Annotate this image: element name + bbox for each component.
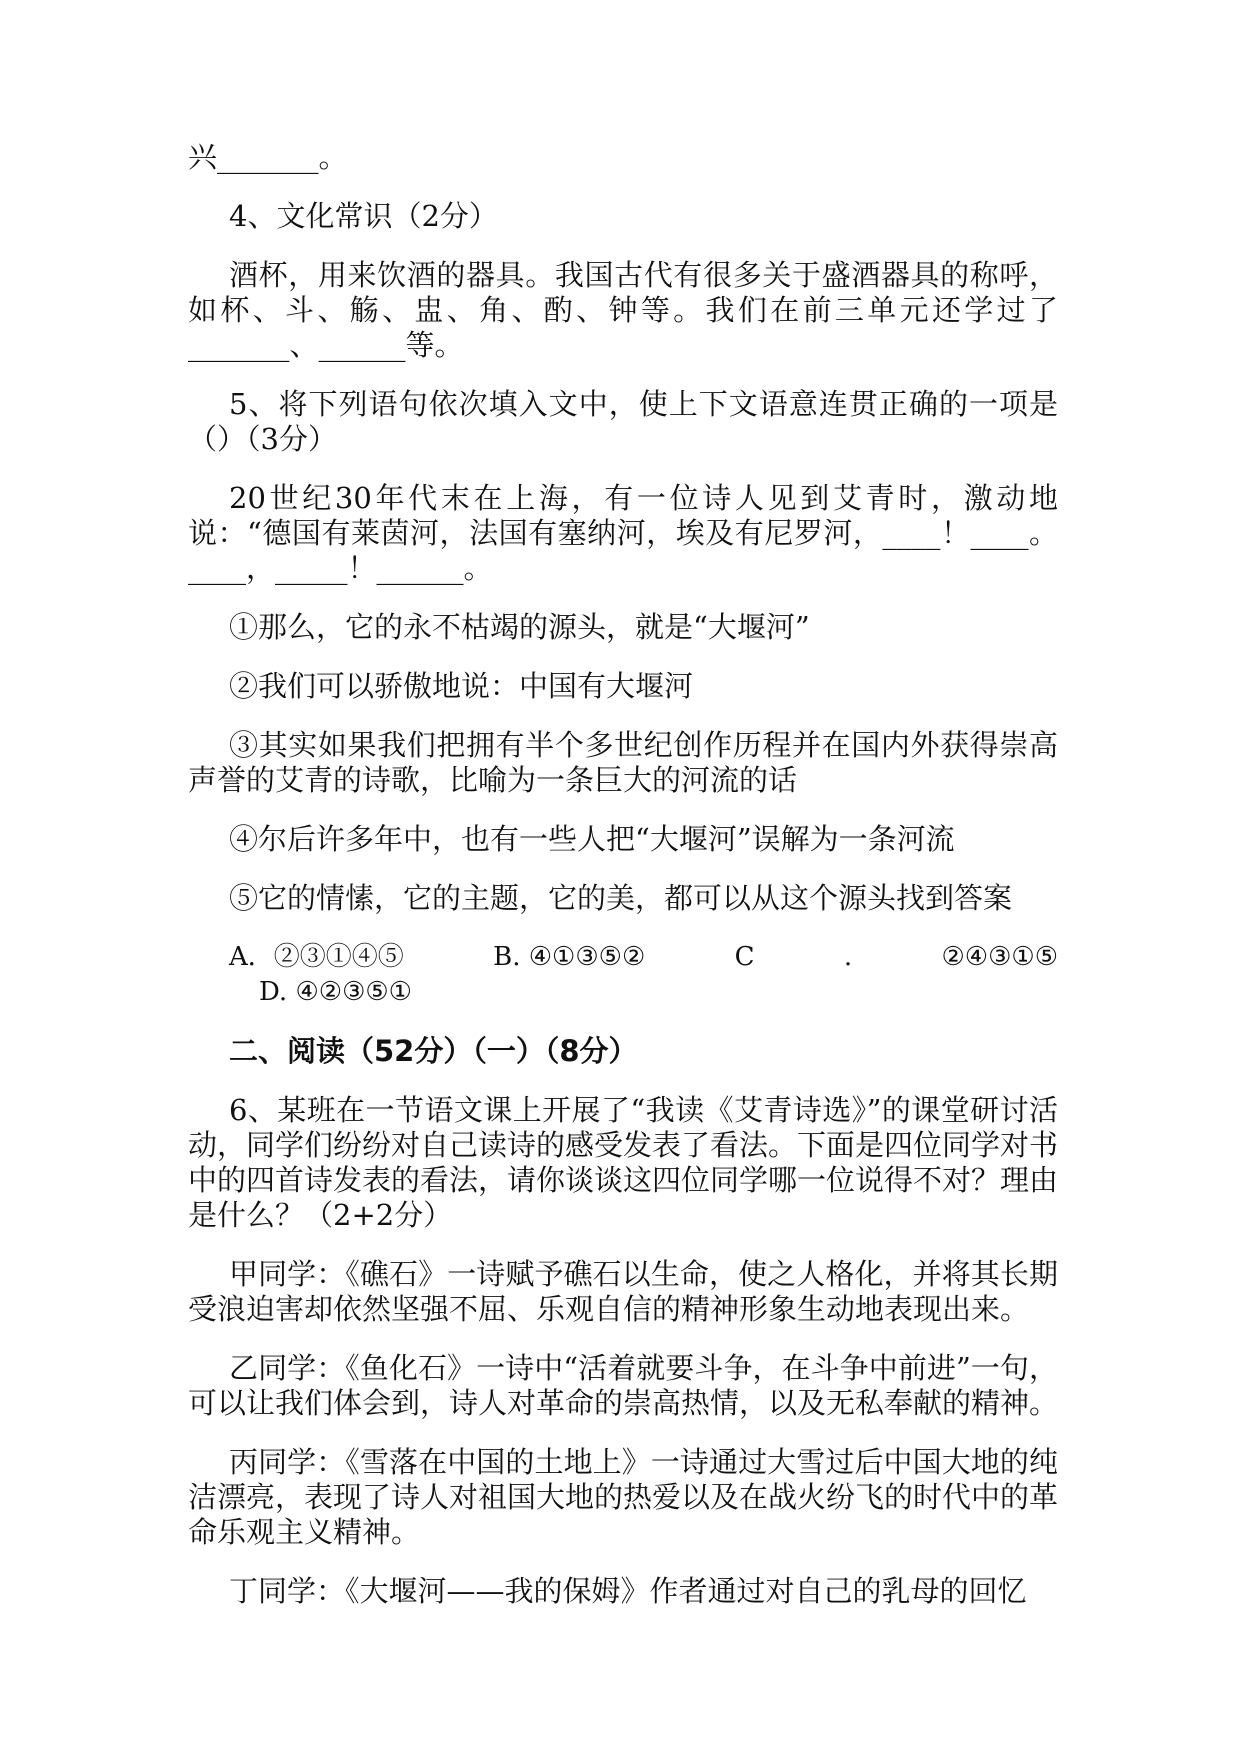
student-bing-opinion: 丙同学：《雪落在中国的土地上》一诗通过大雪过后中国大地的纯洁漂亮，表现了诗人对祖国大地的热爱以及在战火纷飞的时代中的革命乐观主义精神。 xyxy=(188,1445,1059,1549)
question-5-passage: 20世纪30年代末在上海，有一位诗人见到艾青时，激动地说：“德国有莱茵河，法国有塞纳河，埃及有尼罗河，____！____。____，_____！______。 xyxy=(188,481,1058,585)
answer-options xyxy=(188,940,1058,1010)
sentence-1: ①那么，它的永不枯竭的源头，就是“大堰河” xyxy=(229,610,810,644)
document-page xyxy=(188,140,1058,1633)
student-yi-opinion: 乙同学：《鱼化石》一诗中“活着就要斗争，在斗争中前进”一句，可以让我们体会到，诗人对革命的崇高热情，以及无私奉献的精神。 xyxy=(188,1351,1059,1420)
sentence-5: ⑤它的情愫，它的主题，它的美，都可以从这个源头找到答案 xyxy=(229,881,1013,915)
question-5-title: 5、将下列语句依次填入文中，使上下文语意连贯正确的一项是（）（3分） xyxy=(188,387,1058,456)
sentence-4: ④尔后许多年中，也有一些人把“大堰河”误解为一条河流 xyxy=(229,822,955,856)
option-b: B. ④①③⑤② xyxy=(493,942,646,972)
continuation-line: 兴_______。 xyxy=(188,140,348,174)
question-4-body: 酒杯，用来饮酒的器具。我国古代有很多关于盛酒器具的称呼，如杯、斗、觞、盅、角、酌、钟等。我们在前三单元还学过了_______、______等。 xyxy=(188,258,1058,362)
student-ding-opinion: 丁同学：《大堰河——我的保姆》作者通过对自己的乳母的回忆 xyxy=(229,1574,1027,1608)
question-4-title: 4、文化常识（2分） xyxy=(229,199,498,233)
option-d: D. ④②③⑤① xyxy=(259,977,412,1007)
question-6: 6、某班在一节语文课上开展了“我读《艾青诗选》”的课堂研讨活动，同学们纷纷对自己读诗的感受发表了看法。下面是四位同学对书中的四首诗发表的看法，请你谈谈这四位同学哪一位说得不对？理由是什么？（2+2分） xyxy=(188,1093,1059,1232)
sentence-2: ②我们可以骄傲地说：中国有大堰河 xyxy=(229,669,694,703)
student-jia-opinion: 甲同学：《礁石》一诗赋予礁石以生命，使之人格化，并将其长期受浪迫害却依然坚强不屈、乐观自信的精神形象生动地表现出来。 xyxy=(188,1257,1058,1326)
option-a: A．②③①④⑤ xyxy=(229,942,404,972)
sentence-3: ③其实如果我们把拥有半个多世纪创作历程并在国内外获得崇高声誉的艾青的诗歌，比喻为一条巨大的河流的话 xyxy=(188,728,1058,797)
option-c-dot: . xyxy=(843,942,853,972)
option-c-letter: C xyxy=(734,942,755,972)
option-c-answer: ②④③①⑤ xyxy=(941,942,1058,972)
section-2-heading: 二、阅读（52分）（一）（8分） xyxy=(229,1034,638,1068)
